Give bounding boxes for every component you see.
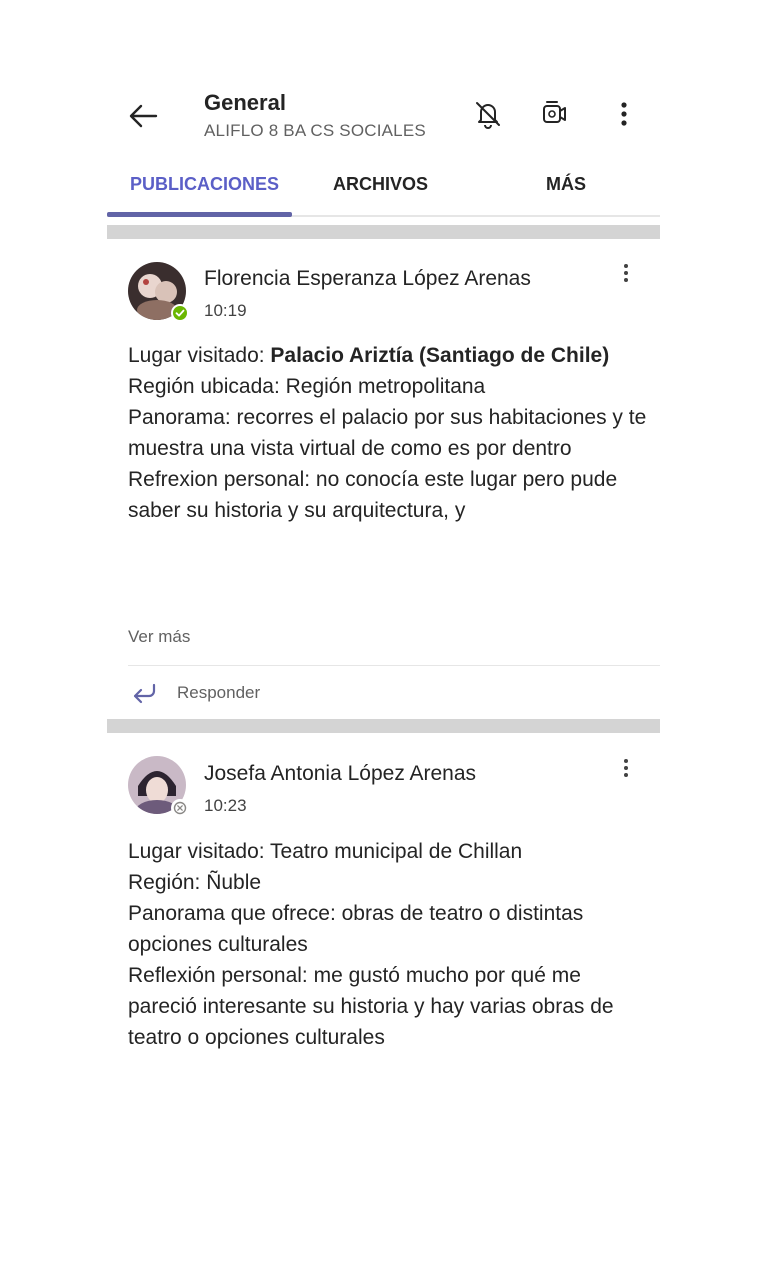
post-divider <box>107 225 660 239</box>
team-name: ALIFLO 8 BA CS SOCIALES <box>204 121 426 140</box>
tab-archivos[interactable]: ARCHIVOS <box>333 174 429 194</box>
video-call-button[interactable] <box>536 96 572 132</box>
post-line: Lugar visitado: Teatro municipal de Chillan <box>128 840 523 863</box>
post-line: Refrexion personal: no conocía este lugar pero pude saber su historia y su arquitectura, y <box>128 468 618 522</box>
reply-button[interactable] <box>130 680 158 706</box>
back-arrow-icon <box>124 96 164 136</box>
channel-title: General <box>204 90 286 115</box>
post-author[interactable]: Florencia Esperanza López Arenas <box>204 267 531 290</box>
post-body <box>128 340 648 600</box>
reply-separator <box>128 665 660 666</box>
tab-publicaciones[interactable]: PUBLICACIONES <box>130 174 280 194</box>
post-line: Región: Ñuble <box>128 871 262 894</box>
see-more-link[interactable]: Ver más <box>128 627 191 646</box>
post-options-button[interactable] <box>616 755 636 783</box>
mute-notifications-button[interactable] <box>470 96 506 132</box>
post-author[interactable]: Josefa Antonia López Arenas <box>204 762 477 785</box>
more-vertical-icon <box>616 755 636 783</box>
presence-available-icon <box>171 304 189 322</box>
video-call-icon <box>536 96 572 132</box>
post-timestamp: 10:19 <box>204 301 247 320</box>
post-options-button[interactable] <box>616 260 636 288</box>
more-vertical-icon <box>606 96 642 132</box>
active-tab-indicator <box>107 212 292 217</box>
post-timestamp: 10:23 <box>204 796 247 815</box>
bell-off-icon <box>470 96 506 132</box>
post-body <box>128 836 648 1053</box>
post-divider <box>107 719 660 733</box>
tab-mas[interactable]: MÁS <box>546 174 586 194</box>
post-line: Región ubicada: Región metropolitana <box>128 375 486 398</box>
more-vertical-icon <box>616 260 636 288</box>
post-line: Lugar visitado: Palacio Ariztía (Santiago de Chile) <box>128 344 610 367</box>
reply-label[interactable]: Responder <box>177 683 261 702</box>
reply-icon <box>130 680 158 706</box>
presence-offline-icon <box>171 799 189 817</box>
back-button[interactable] <box>124 96 164 136</box>
post-line: Panorama que ofrece: obras de teatro o distintas opciones culturales <box>128 902 584 956</box>
post-line: Reflexión personal: me gustó mucho por qué me pareció interesante su historia y hay varias obras de teatro o opciones culturales <box>128 964 614 1049</box>
post-line: Panorama: recorres el palacio por sus habitaciones y te muestra una vista virtual de como es por dentro <box>128 406 647 460</box>
more-options-button[interactable] <box>606 96 642 132</box>
